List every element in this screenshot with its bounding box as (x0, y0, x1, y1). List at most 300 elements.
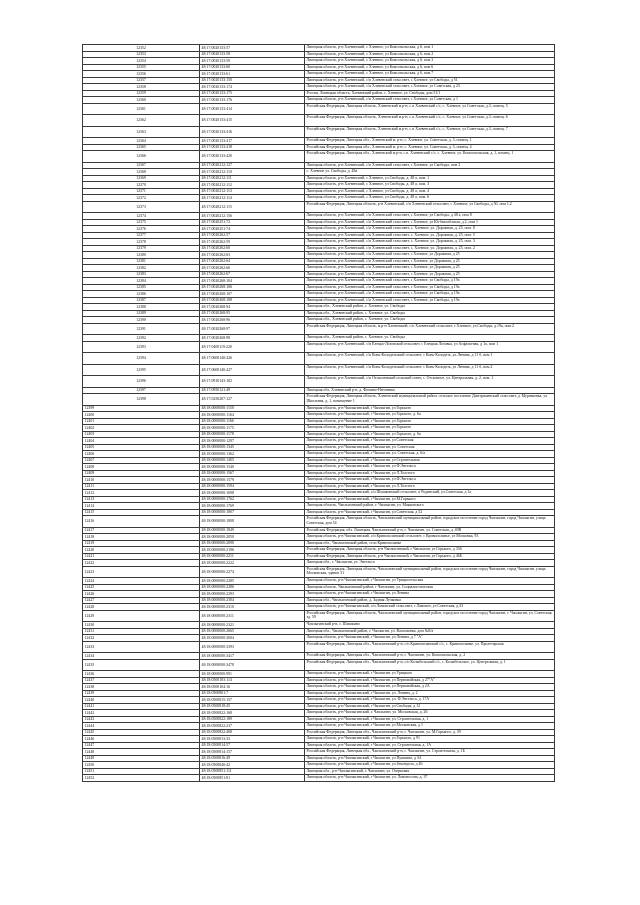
row-number-cell: 12374 (83, 213, 200, 220)
cadastral-number-cell: 48:18:0000000:1405 (200, 457, 305, 464)
cadastral-number-cell: 48:18:0500818:45 (200, 703, 305, 710)
address-cell: Липецкая область, р-н Хлевенский, с/п Елецко-Лозовский сельсовет, с Елецкая Лозовка, ул Асфальтная, д 1а, пом 1 (305, 341, 555, 353)
row-number-cell: 12378 (83, 239, 200, 246)
cadastral-number-cell: 48:18:0000000:1594 (200, 483, 305, 490)
row-number-cell: 12452 (83, 775, 200, 782)
table-row (83, 641, 555, 653)
row-number-cell: 12380 (83, 252, 200, 259)
address-cell: с. Хлевное ул. Свободы, д. 48а (305, 169, 555, 176)
address-cell: Липецкая обл., Чаплыгинский район, г. Чаплыгин, ул. Васильевка, дом №8/а (305, 628, 555, 635)
cadastral-number-cell: 48:18:0000000:2665 (200, 628, 305, 635)
registry-table (82, 44, 555, 782)
cadastral-number-cell: 48:17:0020212:115 (200, 201, 305, 213)
address-cell: Липецкая область, р-н Чаплыгинский, г Чаплыгин, ул. Ломоносова, д. 37 (305, 775, 555, 782)
address-cell: Российская Федерация, Липецкая область, Хлевенский м.р-н, с.п Хлевенский с/с, с. Хлевное, ул Советская, д.3, помещ. 5 (305, 103, 555, 115)
row-number-cell: 12406 (83, 451, 200, 458)
row-number-cell: 12376 (83, 226, 200, 233)
address-cell: Липецкая область, р-н Хлевенский, с/п Хлевенский сельсовет, с Хлевное, ул Свободы, д 19а (305, 297, 555, 304)
address-cell: Липецкая область, р-н Чаплыгинский, г Чаплыгин, ул Советская, д 52 (305, 509, 555, 516)
address-cell: Липецкая область, р-н Чаплыгинский, г Чаплыгин, ул Горького (305, 425, 555, 432)
table-row (83, 115, 555, 127)
address-cell: Липецкая область, р-н Хлевенский, с Хлевное, ул Комсомольская, д 6, пом 6 (305, 64, 555, 71)
row-number-cell: 12419 (83, 540, 200, 547)
cadastral-number-cell: 48:17:0020262:57 (200, 232, 305, 239)
row-number-cell: 12368 (83, 169, 200, 176)
table-row (83, 566, 555, 578)
cadastral-number-cell: 48:18:0500815:157 (200, 697, 305, 704)
table-row (83, 775, 555, 782)
table-row (83, 394, 555, 406)
row-number-cell: 12372 (83, 195, 200, 202)
row-number-cell: 12399 (83, 405, 200, 412)
cadastral-number-cell: 48:18:0500851:81 (200, 775, 305, 782)
cadastral-number-cell: 48:18:0000000:2050 (200, 534, 305, 541)
row-number-cell: 12438 (83, 684, 200, 691)
cadastral-number-cell: 48:18:0000000:2310 (200, 604, 305, 611)
cadastral-number-cell: 48:18:0500104:16 (200, 684, 305, 691)
address-cell: Липецкая область, р-н Чаплыгинский, г Чаплыгин, ул. Советская (305, 444, 555, 451)
row-number-cell: 12363 (83, 126, 200, 138)
address-cell: Липецкая область, р-н Чаплыгинский, г Чаплыгин, ул Земледела, д 46 (305, 762, 555, 769)
row-number-cell: 12421 (83, 553, 200, 560)
row-number-cell: 12449 (83, 755, 200, 762)
cadastral-number-cell: 48:17:0910143:182 (200, 376, 305, 388)
row-number-cell: 12360 (83, 97, 200, 104)
table-row (83, 323, 555, 335)
cadastral-number-cell: 48:17:0020268:97 (200, 323, 305, 335)
cadastral-number-cell: 48:18:0000000:1150 (200, 405, 305, 412)
row-number-cell: 12365 (83, 144, 200, 151)
address-cell: Липецкая область, р-н Чаплыгинский, г Чаплыгин, ул Урицкого (305, 671, 555, 678)
row-number-cell: 12430 (83, 622, 200, 629)
row-number-cell: 12446 (83, 736, 200, 743)
address-cell: Липецкая область, р-н Чаплыгинский, г Чаплыгин, ул. Строительная, д. 1А (305, 742, 555, 749)
address-cell: Липецкая область, р-н Чаплыгинский, г Чаплыгин, ул М.Горького (305, 496, 555, 503)
address-cell: Липецкая область, р-н Чаплыгинский, г Чаплыгин, ул Горького, д 91 (305, 736, 555, 743)
cadastral-number-cell: 48:17:0020133:57 (200, 45, 305, 52)
cadastral-number-cell: 48:18:0000000:2321 (200, 622, 305, 629)
address-cell: Липецкая область, р-н Хлевенский, с/п Конь-Колодезьский сельсовет, с Конь-Колодезь, ул.Ленина, д 11 б, пом 1 (305, 353, 555, 365)
row-number-cell: 12451 (83, 768, 200, 775)
row-number-cell: 12420 (83, 547, 200, 554)
row-number-cell: 12359 (83, 90, 200, 97)
cadastral-number-cell: 48:17:0020133:176 (200, 97, 305, 104)
table-row (83, 341, 555, 353)
row-number-cell: 12383 (83, 271, 200, 278)
table-row (83, 610, 555, 622)
row-number-cell: 12450 (83, 762, 200, 769)
address-cell: Российская Федерация, Липецкая область, Хлевенский муниципальный район, сельское поселение Дмитряшевский сельсовет, д. Муравьевка, ул. Школьная, д. 1, помещение 1 (305, 394, 555, 406)
address-cell: Россия, Липецкая область, Хлевенский район, с. Хлевное, ул. Свободы, дом 51/1 (305, 90, 555, 97)
row-number-cell: 12428 (83, 604, 200, 611)
cadastral-number-cell: 48:17:0020251:72 (200, 219, 305, 226)
row-number-cell: 12403 (83, 431, 200, 438)
row-number-cell: 12370 (83, 182, 200, 189)
cadastral-number-cell: 48:18:0500822:168 (200, 710, 305, 717)
cadastral-number-cell: 48:17:0020133:415 (200, 115, 305, 127)
address-cell: Липецкая область, р-н Чаплыгинский, г Чаплыгин, ул Горького (305, 405, 555, 412)
cadastral-number-cell: 48:17:0020268:104 (200, 278, 305, 285)
address-cell: Российская Федерация, Липецкая обл., Хлевенский м. р-н, с. Хлевное, ул. Советская, д. 3, помещ. 4 (305, 144, 555, 151)
address-cell: Российская Федерация, Липецкая обл., Чаплыгинский р-н, г. Чаплыгин, ул. М.Горького, д. 39 (305, 729, 555, 736)
row-number-cell: 12413 (83, 496, 200, 503)
row-number-cell: 12447 (83, 742, 200, 749)
address-cell: Липецкая обл., Хлевенский район, с. Хлевное, ул. Свободы (305, 335, 555, 342)
table-row (83, 126, 555, 138)
cadastral-number-cell: 48:17:0020133:416 (200, 126, 305, 138)
address-cell: Липецкая область, р-н Хлевенский, с/п Хлевенский сельсовет, с Хлевное, ул Свободы, пом 2 (305, 162, 555, 169)
address-cell: Липецкая область, р-н Чаплыгинский, г Чаплыгин, ул Горького, д. 6а (305, 412, 555, 419)
cadastral-number-cell: 48:18:0500813:33 (200, 736, 305, 743)
row-number-cell: 12412 (83, 490, 200, 497)
address-cell: Российская Федерация, Липецкая обл., Чаплыгинский р-н, с/п Кривополянский с/с, с. Кривополянье, ул. Пролетарская (305, 641, 555, 653)
cadastral-number-cell: 48:17:0020262:63 (200, 252, 305, 259)
cadastral-number-cell: 48:18:0000000:3478 (200, 659, 305, 671)
address-cell: Липецкая обл, Хлевенский р-н, д. Фомино-Негачевка (305, 387, 555, 394)
row-number-cell: 12411 (83, 483, 200, 490)
table-row (83, 659, 555, 671)
row-number-cell: 12435 (83, 659, 200, 671)
row-number-cell: 12415 (83, 509, 200, 516)
cadastral-number-cell: 48:17:0020262:66 (200, 265, 305, 272)
address-cell: Липецкая область, р-н Чаплыгинский, г Чаплыгин, ул Л.Толстого (305, 470, 555, 477)
address-cell: Чаплыгинский р-н, с. Шишкино (305, 622, 555, 629)
address-cell: Липецкая область, р-н Чаплыгинский, г Чаплыгин, ул Урицкосельская (305, 578, 555, 585)
address-cell: Липецкая область, р-н Чаплыгинский, г Чаплыгин, ул. Советская, д. 6/а (305, 451, 555, 458)
address-cell: Российская Федерация, Липецкая обл., Хлевенский м. р-н, с. Хлевное, ул. Советская, д. 3, помещ. 1 (305, 138, 555, 145)
cadastral-number-cell: 48:18:0500822:468 (200, 729, 305, 736)
cadastral-number-cell: 48:17:0020133:418 (200, 144, 305, 151)
cadastral-number-cell: 48:17:0020262:64 (200, 258, 305, 265)
row-number-cell: 12396 (83, 376, 200, 388)
address-cell: Липецкая область, р-н Хлевенский, с Хлевное, ул Свободы, д. 48 а, пом. 1 (305, 175, 555, 182)
address-cell: Липецкая область, Чаплыгинский район, г Чаплыгин, ул. Социалистическая (305, 584, 555, 591)
cadastral-number-cell: 48:17:0020268:96 (200, 317, 305, 324)
registry-table-body (83, 45, 555, 782)
address-cell: Липецкая обл., г. Чаплыгин, ул. Энгельса (305, 560, 555, 567)
cadastral-number-cell: 48:17:0020262:60 (200, 245, 305, 252)
row-number-cell: 12353 (83, 51, 200, 58)
row-number-cell: 12398 (83, 394, 200, 406)
address-cell: Липецкая область, р-н Чаплыгинский, г Чаплыгин, ул Пушкина, д 34 (305, 755, 555, 762)
row-number-cell: 12401 (83, 418, 200, 425)
address-cell: Липецкая область, р-н Чаплыгинский, г. Чаплыгин, ул. Московская, д. 26 (305, 710, 555, 717)
cadastral-number-cell: 48:17:0400119:220 (200, 341, 305, 353)
address-cell: Российская Федерация, Липецкая область, м.р-н Хлевенский, с/п Хлевенский сельсовет, с.Хлевное, ул.Свободы, д.19а, пом.2 (305, 323, 555, 335)
address-cell: Липецкая обл., р-н Чаплыгинский, г. Чаплыгин, ул. Озерковая (305, 768, 555, 775)
address-cell: Липецкая область, р-н Хлевенский, с/п Хлевенский сельсовет, с. Хлевное, ул. Дорожная, д. 25, пом. 2 (305, 245, 555, 252)
cadastral-number-cell: 48:18:0000000:2196 (200, 547, 305, 554)
cadastral-number-cell: 48:18:0000000:1807 (200, 509, 305, 516)
row-number-cell: 12361 (83, 103, 200, 115)
cadastral-number-cell: 48:18:0500822:237 (200, 723, 305, 730)
address-cell: Липецкая обл., Чаплыгинский район, д. Задняя Лучковка (305, 597, 555, 604)
cadastral-number-cell: 48:18:0000000:2293 (200, 591, 305, 598)
address-cell: Липецкая область, р-н Чаплыгинский, с/п Ломовский сельсовет, с Ламовое, ул Советская, д 33 (305, 604, 555, 611)
cadastral-number-cell: 48:18:0000000:1540 (200, 464, 305, 471)
address-cell: Российская Федерация, Липецкая область, р-н Хлевенский, с/п Хлевенский сельсовет, с Хлевное, ул Свободы, д 50, пом 1,2 (305, 201, 555, 213)
cadastral-number-cell: 48:18:0000000:3393 (200, 641, 305, 653)
address-cell: Липецкая область, р-н Хлевенский, с Хлевное, ул Свободы, д. 48 а, пом. 4 (305, 188, 555, 195)
row-number-cell: 12390 (83, 317, 200, 324)
cadastral-number-cell: 48:18:0500816:49 (200, 755, 305, 762)
cadastral-number-cell: 48:18:0500103:114 (200, 677, 305, 684)
cadastral-number-cell: 48:18:0000000:1849 (200, 527, 305, 534)
cadastral-number-cell: 48:17:0020268:107 (200, 291, 305, 298)
address-cell: Липецкая область, р-н Хлевенский, с Хлевное, ул Свободы, д. 48 а, пом. 6 (305, 195, 555, 202)
cadastral-number-cell: 48:18:0000000:1567 (200, 470, 305, 477)
address-cell: Липецкая обл., Хлевенский район, с. Хлевное, ул. Свободы (305, 304, 555, 311)
address-cell: Липецкая область, р-н Хлевенский, с Хлевное, ул Комсомольская, д 6, пом 2 (305, 51, 555, 58)
row-number-cell: 12382 (83, 265, 200, 272)
row-number-cell: 12436 (83, 671, 200, 678)
address-cell: Липецкая область, р-н Чаплыгинский, г Чаплыгин, ул Горького, д. 6а (305, 431, 555, 438)
address-cell: Липецкая область, р-н Хлевенский, с/п Хлевенский сельсовет, с Хлевное, ул Свободы, д 19а (305, 284, 555, 291)
row-number-cell: 12408 (83, 464, 200, 471)
cadastral-number-cell: 48:18:0000000:991 (200, 671, 305, 678)
row-number-cell: 12423 (83, 566, 200, 578)
cadastral-number-cell: 48:17:0020268:108 (200, 297, 305, 304)
address-cell: Липецкая область, р-н Хлевенский, с/п Конь-Колодезьский сельсовет, с Конь-Колодезь, ул Ленина, д 11 б, пом 2 (305, 364, 555, 376)
address-cell: Липецкая область, р-н Чаплыгинский, г Чаплыгин, ул Горького (305, 418, 555, 425)
row-number-cell: 12392 (83, 335, 200, 342)
table-row (83, 516, 555, 528)
cadastral-number-cell: 48:18:0000000:1164 (200, 412, 305, 419)
address-cell: Липецкая область, р-н Хлевенский, с/п Хлевенский сельсовет, с Хлевное, ул Свободы, д 19а (305, 291, 555, 298)
row-number-cell: 12387 (83, 297, 200, 304)
table-row (83, 353, 555, 365)
row-number-cell: 12357 (83, 77, 200, 84)
row-number-cell: 12431 (83, 628, 200, 635)
cadastral-number-cell: 48:18:0500822:189 (200, 716, 305, 723)
address-cell: Липецкая область, р-н Хлевенский, с/п Хлевенский сельсовет, с. Хлевное, ул. Дорожная, д. 25, пом. 5 (305, 232, 555, 239)
address-cell: Липецкая область, р-н Чаплыгинский, г Чаплыгин, ул. Ленина, д. 2 (305, 690, 555, 697)
cadastral-number-cell: 48:17:0020133:174 (200, 84, 305, 91)
row-number-cell: 12445 (83, 729, 200, 736)
row-number-cell: 12369 (83, 175, 200, 182)
row-number-cell: 12442 (83, 710, 200, 717)
row-number-cell: 12414 (83, 503, 200, 510)
cadastral-number-cell: 48:17:0020212:114 (200, 195, 305, 202)
address-cell: Российская Федерация, Липецкая обл., Хлевенский м.р-н, с.п. Хлевенский с/с, с. Хлевное, ул. Комсомольская, д. 1, помещ. 1 (305, 151, 555, 163)
address-cell: Российская Федерация, Липецкая область, Чаплыгинский муниципальный район, городское поселение город Чаплыгин, г. Чаплыгин, ул. Советская, зд. 59 (305, 610, 555, 622)
cadastral-number-cell: 48:18:0500851:111 (200, 768, 305, 775)
row-number-cell: 12381 (83, 258, 200, 265)
address-cell: Липецкая область, р-н Хлевенский, с Хлевное, ул Комсомольская, д 6, пом 7 (305, 71, 555, 78)
cadastral-number-cell: 48:17:0020268:106 (200, 284, 305, 291)
cadastral-number-cell: 48:18:0000000:2285 (200, 578, 305, 585)
cadastral-number-cell: 48:17:0020133:61 (200, 71, 305, 78)
row-number-cell: 12397 (83, 387, 200, 394)
row-number-cell: 12405 (83, 444, 200, 451)
row-number-cell: 12437 (83, 677, 200, 684)
row-number-cell: 12362 (83, 115, 200, 127)
cadastral-number-cell: 48:18:0000000:1297 (200, 438, 305, 445)
row-number-cell: 12418 (83, 534, 200, 541)
table-row (83, 103, 555, 115)
cadastral-number-cell: 48:18:0000000:1808 (200, 516, 305, 528)
address-cell: Липецкая область, р-н Чаплыгинский, г Чаплыгин, ул. Ф.Энгельса, д. 17А (305, 697, 555, 704)
cadastral-number-cell: 48:17:0020133:420 (200, 151, 305, 163)
address-cell: Липецкая область, р-н Хлевенский, с Хлевное, ул Комсомольская, д 6, пом 1 (305, 45, 555, 52)
cadastral-number-cell: 48:18:0000000:2211 (200, 553, 305, 560)
address-cell: Липецкая область, р-н Хлевенский, с/п Хлевенский сельсовет, с Хлевное, ул Свободы, д 48 а, пом 8 (305, 213, 555, 220)
row-number-cell: 12433 (83, 641, 200, 653)
cadastral-number-cell: 48:17:0020212:110 (200, 169, 305, 176)
cadastral-number-cell: 48:17:0020268:98 (200, 335, 305, 342)
address-cell: Липецкая область, р-н Хлевенский, с/п Хлевенский сельсовет, с Хлевное, ул Советская, д 1 (305, 97, 555, 104)
address-cell: Липецкая область, р-н Чаплыгинский, г Чаплыгин, ул Ленина, д 7 "А" (305, 635, 555, 642)
cadastral-number-cell: 48:17:0250207:127 (200, 394, 305, 406)
table-row (83, 364, 555, 376)
row-number-cell: 12389 (83, 310, 200, 317)
row-number-cell: 12439 (83, 690, 200, 697)
row-number-cell: 12400 (83, 412, 200, 419)
cadastral-number-cell: 48:18:0500801:7 (200, 690, 305, 697)
address-cell: Липецкая область, р-н Чаплыгинский, г Чаплыгин, ул Л.Толстого (305, 483, 555, 490)
address-cell: Российская Федерация, обл. Липецкая, Чаплыгинский р-н, г. Чаплыгин, ул. Советская, д. 40В (305, 527, 555, 534)
cadastral-number-cell: 48:18:0000000:1166 (200, 418, 305, 425)
table-row (83, 376, 555, 388)
address-cell: Российская Федерация, Липецкая область, Хлевенский м.р-н, с.п Хлевенский с/с, с. Хлевное, ул Советская, д.3, помещ. 6 (305, 115, 555, 127)
row-number-cell: 12367 (83, 162, 200, 169)
row-number-cell: 12356 (83, 71, 200, 78)
address-cell: Липецкая область, р-н Хлевенский, с/п Хлевенский сельсовет, с Хлевное, ул Дорожная, д 25 (305, 265, 555, 272)
cadastral-number-cell: 48:17:0020133:417 (200, 138, 305, 145)
cadastral-number-cell: 48:17:0020268:95 (200, 310, 305, 317)
address-cell: Липецкая область, р-н Чаплыгинский, г Чаплыгин, ул Первомайская, д 2А (305, 684, 555, 691)
address-cell: Липецкая область, р-н Хлевенский, с/п Хлевенский сельсовет, с Хлевное, ул Дорожная, д 25 (305, 252, 555, 259)
address-cell: Липецкая область, р-н Чаплыгинский, с/п Шишкинский сельсовет, п Родинский, ул Советская, д 1а (305, 490, 555, 497)
address-cell: Липецкая область, р-н Хлевенский, с/п Хлевенский сельсовет, с Хлевное, ул Дорожная, д 25 (305, 258, 555, 265)
address-cell: Российская Федерация, Липецкая область, Чаплыгинский муниципальный район, городское поселение город Чаплыгин, город Чаплыгин, улица Советская, дом 54 (305, 516, 555, 528)
address-cell: Липецкая область, р-н Хлевенский, с Хлевное, ул Свободы, д. 48 а, пом. 3 (305, 182, 555, 189)
row-number-cell: 12393 (83, 341, 200, 353)
cadastral-number-cell: 48:17:0020212:127 (200, 162, 305, 169)
address-cell: Липецкая область, р-н Хлевенский, с Хлевное, ул Комсомольская, д 6, пом 3 (305, 58, 555, 65)
row-number-cell: 12394 (83, 353, 200, 365)
address-cell: Российская Федерация, Липецкая обл., Чаплыгинский р-н, г. Чаплыгин, ул. Строительная, д. 1Б (305, 749, 555, 756)
row-number-cell: 12441 (83, 703, 200, 710)
address-cell: Липецкая обл., Хлевенский район, с. Хлевное, ул. Свободы (305, 317, 555, 324)
row-number-cell: 12358 (83, 84, 200, 91)
address-cell: Российская Федерация, Липецкая обл., Чаплыгинский р-н, г. Чаплыгин, ул. Комсомольская, д. 2 (305, 653, 555, 660)
row-number-cell: 12384 (83, 278, 200, 285)
cadastral-number-cell: 48:17:0020268:94 (200, 304, 305, 311)
row-number-cell: 12416 (83, 516, 200, 528)
row-number-cell: 12385 (83, 284, 200, 291)
cadastral-number-cell: 48:17:0600140:427 (200, 364, 305, 376)
cadastral-number-cell: 48:17:0600140:426 (200, 353, 305, 365)
cadastral-number-cell: 48:17:0020262:59 (200, 239, 305, 246)
row-number-cell: 12377 (83, 232, 200, 239)
cadastral-number-cell: 48:18:0000000:2286 (200, 584, 305, 591)
address-cell: Липецкая область, р-н Хлевенский, с/п Хлевенский сельсовет, с Хлевное, ул Свободы, д 19а (305, 278, 555, 285)
cadastral-number-cell: 48:18:0500814:157 (200, 749, 305, 756)
row-number-cell: 12426 (83, 591, 200, 598)
address-cell: Российская Федерация, Липецкая область, Чаплыгинский муниципальный район, городское поселение город Чаплыгин, город Чаплыгин, улица Московская, здание 31 (305, 566, 555, 578)
row-number-cell: 12448 (83, 749, 200, 756)
cadastral-number-cell: 48:18:0500840:42 (200, 762, 305, 769)
cadastral-number-cell: 48:18:0000000:1362 (200, 451, 305, 458)
address-cell: Липецкая область, р-н Чаплыгинский, г Чаплыгин, ул Строительная (305, 457, 555, 464)
row-number-cell: 12409 (83, 470, 200, 477)
address-cell: Российская Федерация, Липецкая область, р-н Чаплыгинский, г Чаплыгин, ул Горького, д 33б (305, 547, 555, 554)
address-cell: Липецкая область, р-н Чаплыгинский, г Чаплыгин, ул Ф.Энгельса (305, 477, 555, 484)
address-cell: Липецкая область, р-н Чаплыгинский, г Чаплыгин, ул. Строительная, д. 1 (305, 716, 555, 723)
cadastral-number-cell: 48:17:0020133:414 (200, 103, 305, 115)
address-cell: Липецкая область, Чаплыгинский район, г. Чаплыгин, ул. Маяковского (305, 503, 555, 510)
row-number-cell: 12364 (83, 138, 200, 145)
document-page (82, 44, 554, 782)
cadastral-number-cell: 48:17:0020133:150 (200, 77, 305, 84)
table-row (83, 201, 555, 213)
row-number-cell: 12422 (83, 560, 200, 567)
row-number-cell: 12373 (83, 201, 200, 213)
address-cell: Липецкая область, р-н Чаплыгинский, г Чаплыгин, ул Московская, д 1 (305, 723, 555, 730)
row-number-cell: 12410 (83, 477, 200, 484)
address-cell: Липецкая область, р-н Чаплыгинский, г Чаплыгин, ул Ленина (305, 591, 555, 598)
cadastral-number-cell: 48:18:0000000:2222 (200, 560, 305, 567)
row-number-cell: 12366 (83, 151, 200, 163)
cadastral-number-cell: 48:17:0020133:58 (200, 51, 305, 58)
address-cell: Липецкая область, р-н Чаплыгинский, г Чаплыгин, ул Свободы, д 12 (305, 703, 555, 710)
row-number-cell: 12388 (83, 304, 200, 311)
address-cell: Липецкая область, р-н Хлевенский, с/п Хлевенский сельсовет, с Хлевное, ул Советская, д 23 (305, 84, 555, 91)
row-number-cell: 12355 (83, 64, 200, 71)
cadastral-number-cell: 48:18:0000000:2274 (200, 566, 305, 578)
row-number-cell: 12443 (83, 716, 200, 723)
address-cell: Липецкая область, р-н Чаплыгинский, с/п Кривополянский сельсовет, с Кривополянье, ул Московка, 93 (305, 534, 555, 541)
address-cell: Липецкая область, р-н Хлевенский, с/п Хлевенский сельсовет, с. Хлевное, ул. Дорожная, д. 25, пом. 3 (305, 239, 555, 246)
cadastral-number-cell: 48:17:0020212:156 (200, 213, 305, 220)
row-number-cell: 12429 (83, 610, 200, 622)
cadastral-number-cell: 48:18:0500814:57 (200, 742, 305, 749)
cadastral-number-cell: 48:18:0000000:1698 (200, 490, 305, 497)
address-cell: Липецкая область, р-н Чаплыгинский, г Чаплыгин, ул Первомайская, д 27"А" (305, 677, 555, 684)
row-number-cell: 12425 (83, 584, 200, 591)
cadastral-number-cell: 48:18:0000000:1762 (200, 496, 305, 503)
cadastral-number-cell: 48:18:0000000:1178 (200, 431, 305, 438)
row-number-cell: 12407 (83, 457, 200, 464)
cadastral-number-cell: 48:17:0020212:113 (200, 188, 305, 195)
address-cell: Липецкая обл., Хлевенский район, с. Хлевное, ул. Свободы (305, 310, 555, 317)
address-cell: Липецкая обл., Чаплыгинский район, село Кривополянье (305, 540, 555, 547)
row-number-cell: 12427 (83, 597, 200, 604)
row-number-cell: 12402 (83, 425, 200, 432)
address-cell: Липецкая область, р-н Хлевенский, с/п Хлевенский сельсовет, с Хлевное, ул Свободы, д 51 (305, 77, 555, 84)
cadastral-number-cell: 48:17:0950121:49 (200, 387, 305, 394)
row-number-cell: 12440 (83, 697, 200, 704)
cadastral-number-cell: 48:18:0000000:1769 (200, 503, 305, 510)
row-number-cell: 12417 (83, 527, 200, 534)
row-number-cell: 12434 (83, 653, 200, 660)
cadastral-number-cell: 48:18:0000000:1579 (200, 477, 305, 484)
cadastral-number-cell: 48:18:0000000:2311 (200, 610, 305, 622)
address-cell: Липецкая область, р-н Чаплыгинский, г Чаплыгин, ул Советская (305, 438, 555, 445)
row-number-cell: 12386 (83, 291, 200, 298)
address-cell: Липецкая область, р-н Хлевенский, с/п Хлевенский сельсовет, с. Хлевное, ул. Дорожная, д. 25, пом. 8 (305, 226, 555, 233)
cadastral-number-cell: 48:18:0000000:1345 (200, 444, 305, 451)
row-number-cell: 12444 (83, 723, 200, 730)
row-number-cell: 12391 (83, 323, 200, 335)
cadastral-number-cell: 48:17:0020133:175 (200, 90, 305, 97)
address-cell: Липецкая область, р-н Хлевенский, с/п Хлевенский сельсовет, с Хлевное, ул Дорожная, д 25 (305, 271, 555, 278)
address-cell: Липецкая область, р-н Чаплыгинский, г Чаплыгин, ул Ф.Энгельса (305, 464, 555, 471)
row-number-cell: 12395 (83, 364, 200, 376)
address-cell: Российская Федерация, Липецкая область, р-н Чаплыгинский, г Чаплыгин, ул Горького, д 46Б (305, 553, 555, 560)
cadastral-number-cell: 48:17:0020212:112 (200, 182, 305, 189)
